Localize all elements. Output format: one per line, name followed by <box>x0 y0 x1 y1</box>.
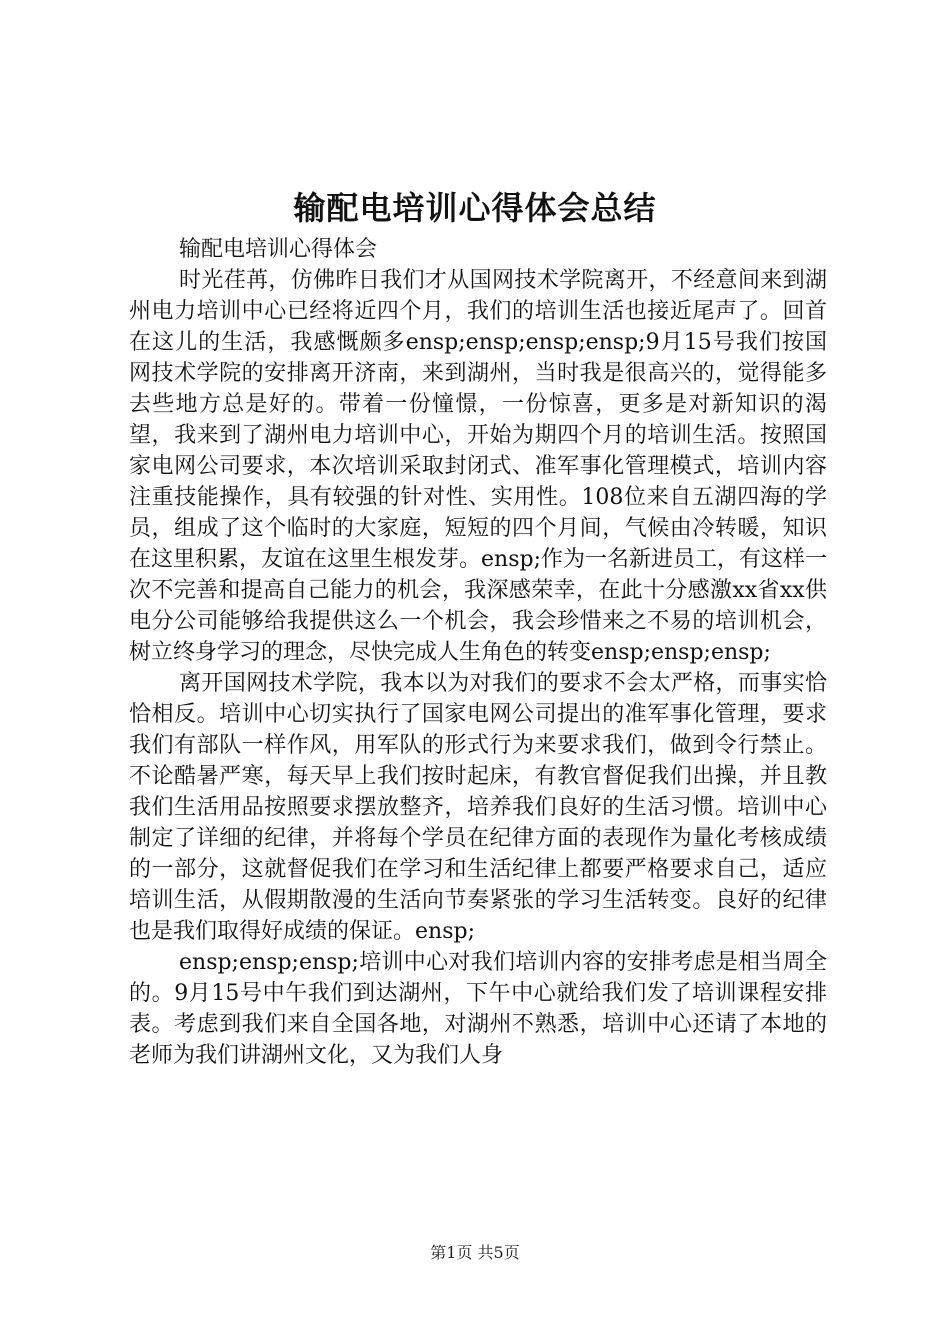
document-body <box>129 234 827 1071</box>
document-subtitle: 输配电培训心得体会 <box>179 237 378 262</box>
document-title: 输配电培训心得体会总结 <box>293 189 657 227</box>
paragraph: 离开国网技术学院，我本以为对我们的要求不会太严格，而事实恰恰相反。培训中心切实执行了国家电网公司提出的准军事化管理，要求我们有部队一样作风，用军队的形式行为来要求我们，做到令行禁止。不论酷暑严寒，每天早上我们按时起床，有教官督促我们出操，并且教我们生活用品按照要求摆放整齐，培养我们良好的生活习惯。培训中心制定了详细的纪律，并将每个学员在纪律方面的表现作为量化考核成绩的一部分，这就督促我们在学习和生活纪律上都要严格要求自己，适应培训生活，从假期散漫的生活向节奏紧张的学习生活转变。良好的纪律也是我们取得好成绩的保证。ensp; <box>129 671 827 944</box>
paragraph: 时光荏苒，仿佛昨日我们才从国网技术学院离开，不经意间来到湖州电力培训中心已经将近四个月，我们的培训生活也接近尾声了。回首在这儿的生活，我感慨颇多ensp;ensp;ensp;ensp;9月15号我们按国网技术学院的安排离开济南，来到湖州，当时我是很高兴的，觉得能多去些地方总是好的。带着一份憧憬，一份惊喜，更多是对新知识的渴望，我来到了湖州电力培训中心，开始为期四个月的培训生活。按照国家电网公司要求，本次培训采取封闭式、准军事化管理模式，培训内容注重技能操作，具有较强的针对性、实用性。108位来自五湖四海的学员，组成了这个临时的大家庭，短短的四个月间，气候由冷转暖，知识在这里积累，友谊在这里生根发芽。ensp;作为一名新进员工，有这样一次不完善和提高自己能力的机会，我深感荣幸，在此十分感激xx省xx供电分公司能够给我提供这么一个机会，我会珍惜来之不易的培训机会，树立终身学习的理念，尽快完成人生角色的转变ensp;ensp;ensp; <box>129 268 827 665</box>
page-footer: 第1页 共5页 <box>430 1243 520 1262</box>
paragraph: ensp;ensp;ensp;培训中心对我们培训内容的安排考虑是相当周全的。9月15号中午我们到达湖州，下午中心就给我们发了培训课程安排表。考虑到我们来自全国各地，对湖州不熟悉，培训中心还请了本地的老师为我们讲湖州文化，又为我们人身 <box>129 950 827 1068</box>
